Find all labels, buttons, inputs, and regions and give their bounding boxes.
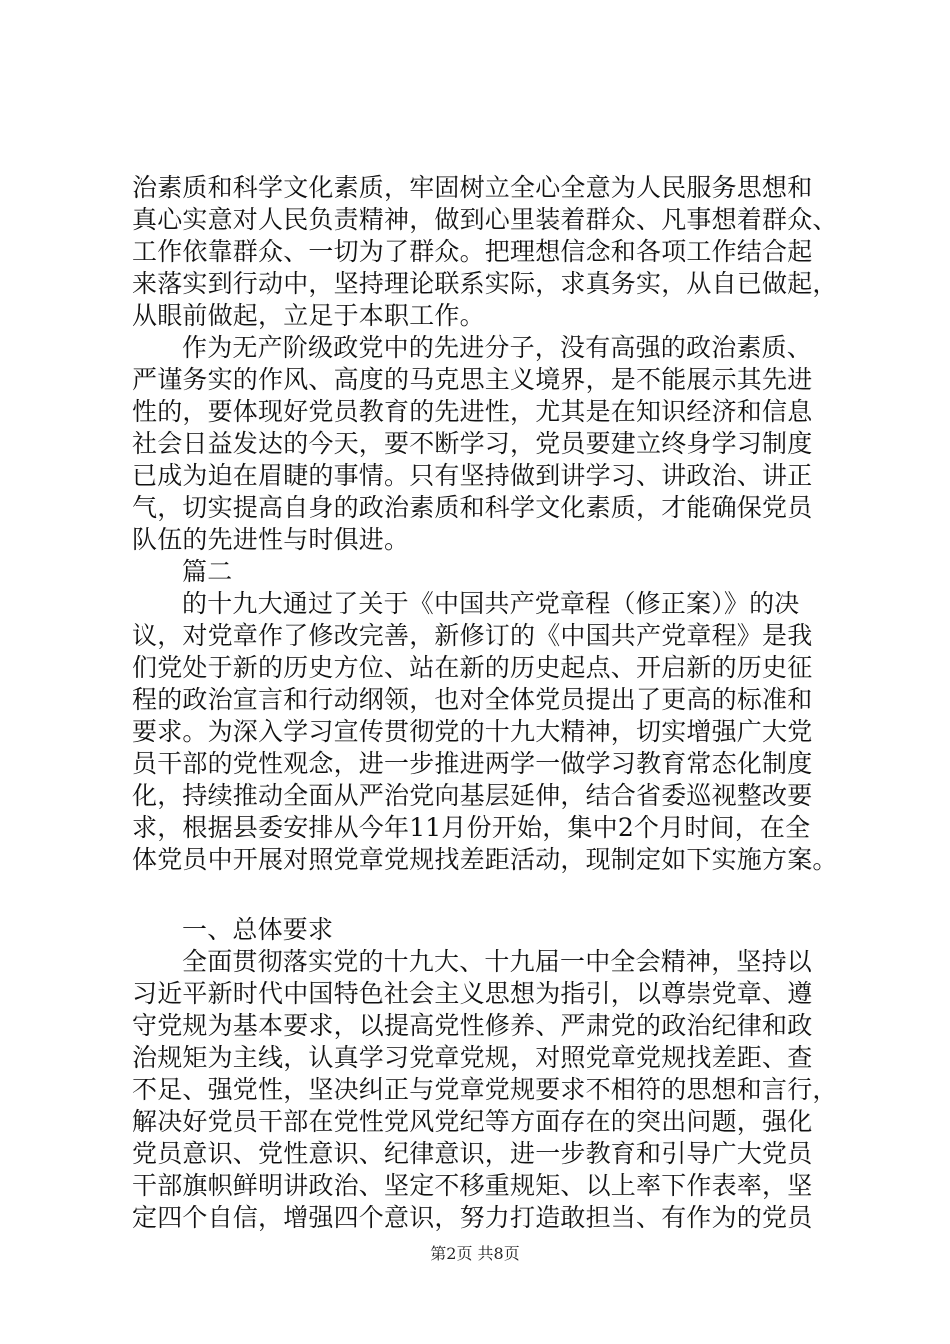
text-line: 要求。为深入学习宣传贯彻党的十九大精神，切实增强广大党 bbox=[132, 717, 813, 746]
paragraph-continuation bbox=[132, 172, 838, 332]
text-line: 社会日益发达的今天，要不断学习，党员要建立终身学习制度 bbox=[132, 429, 813, 458]
page-footer bbox=[0, 1244, 950, 1264]
text-line: 真心实意对人民负责精神，做到心里装着群众、凡事想着群众、 bbox=[132, 205, 838, 234]
paragraph-intro bbox=[132, 588, 838, 876]
text-line: 化，持续推动全面从严治党向基层延伸，结合省委巡视整改要 bbox=[132, 781, 813, 810]
paragraph-vanguard bbox=[132, 332, 832, 556]
text-line: 性的，要体现好党员教育的先进性，尤其是在知识经济和信息 bbox=[132, 397, 813, 426]
section-heading-general-requirements bbox=[132, 914, 832, 946]
text-line: 队伍的先进性与时俱进。 bbox=[132, 525, 410, 554]
text-line: 员干部的党性观念，进一步推进两学一做学习教育常态化制度 bbox=[132, 749, 813, 778]
text-line: 党员意识、党性意识、纪律意识，进一步教育和引导广大党员 bbox=[132, 1139, 813, 1168]
text-line: 从眼前做起，立足于本职工作。 bbox=[132, 301, 485, 330]
text-line: 的十九大通过了关于《中国共产党章程（修正案）》的决 bbox=[182, 589, 800, 618]
text-line: 已成为迫在眉睫的事情。只有坚持做到讲学习、讲政治、讲正 bbox=[132, 461, 813, 490]
text-line: 一、总体要求 bbox=[182, 915, 334, 944]
text-line: 全面贯彻落实党的十九大、十九届一中全会精神，坚持以 bbox=[182, 947, 813, 976]
document-body bbox=[132, 172, 838, 1234]
text-line: 干部旗帜鲜明讲政治、坚定不移重规矩、以上率下作表率，坚 bbox=[132, 1171, 813, 1200]
text-line: 作为无产阶级政党中的先进分子，没有高强的政治素质、 bbox=[182, 333, 813, 362]
text-line: 不足、强党性，坚决纠正与党章党规要求不相符的思想和言行， bbox=[132, 1075, 838, 1104]
blank-line bbox=[132, 876, 832, 914]
text-line: 治规矩为主线，认真学习党章党规，对照党章党规找差距、查 bbox=[132, 1043, 813, 1072]
text-line: 议，对党章作了修改完善，新修订的《中国共产党章程》是我 bbox=[132, 621, 813, 650]
text-line: 严谨务实的作风、高度的马克思主义境界，是不能展示其先进 bbox=[132, 365, 813, 394]
paragraph-requirements bbox=[132, 946, 838, 1234]
text-line: 们党处于新的历史方位、站在新的历史起点、开启新的历史征 bbox=[132, 653, 813, 682]
page-number-indicator: 第2页 共8页 bbox=[430, 1244, 520, 1263]
text-line: 求，根据县委安排从今年11月份开始，集中2个月时间，在全 bbox=[132, 813, 811, 842]
text-line: 体党员中开展对照党章党规找差距活动，现制定如下实施方案。 bbox=[132, 845, 838, 874]
section-heading-part-two bbox=[132, 556, 832, 588]
text-line: 习近平新时代中国特色社会主义思想为指引，以尊崇党章、遵 bbox=[132, 979, 813, 1008]
text-line: 定四个自信，增强四个意识，努力打造敢担当、有作为的党员 bbox=[132, 1203, 813, 1232]
text-line: 解决好党员干部在党性党风党纪等方面存在的突出问题，强化 bbox=[132, 1107, 813, 1136]
text-line: 气，切实提高自身的政治素质和科学文化素质，才能确保党员 bbox=[132, 493, 813, 522]
text-line: 篇二 bbox=[182, 557, 233, 586]
text-line: 工作依靠群众、一切为了群众。把理想信念和各项工作结合起 bbox=[132, 237, 813, 266]
text-line: 守党规为基本要求，以提高党性修养、严肃党的政治纪律和政 bbox=[132, 1011, 813, 1040]
text-line: 程的政治宣言和行动纲领，也对全体党员提出了更高的标准和 bbox=[132, 685, 813, 714]
text-line: 来落实到行动中，坚持理论联系实际，求真务实，从自已做起， bbox=[132, 269, 838, 298]
text-line: 治素质和科学文化素质，牢固树立全心全意为人民服务思想和 bbox=[132, 173, 813, 202]
